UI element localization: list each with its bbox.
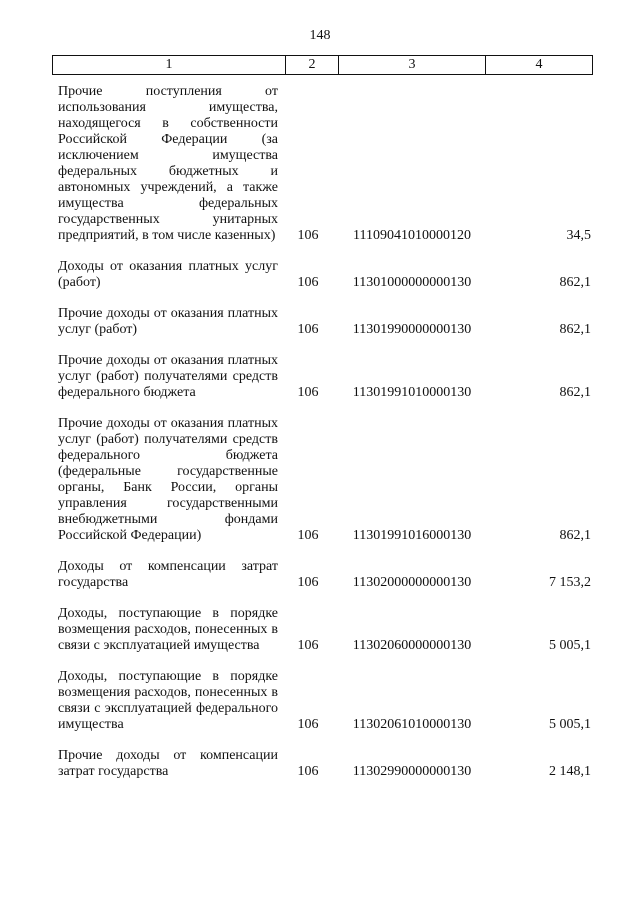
row-name: Прочие доходы от оказания платных услуг (работ) получателями средств федерального бюджета [58, 353, 278, 400]
row-amount: 862,1 [559, 528, 591, 543]
row-amount: 862,1 [559, 385, 591, 400]
row-kbk: 11301991010000130 [352, 385, 472, 400]
row-code: 106 [297, 385, 319, 400]
table-row [58, 416, 593, 544]
row-kbk: 11301000000000130 [352, 275, 472, 290]
row-code: 106 [297, 764, 319, 779]
row-name: Доходы от оказания платных услуг (работ) [58, 259, 278, 290]
row-amount: 862,1 [559, 322, 591, 337]
row-name: Доходы, поступающие в порядке возмещения расходов, понесенных в связи с эксплуатацией имущества [58, 606, 278, 653]
row-code: 106 [297, 717, 319, 732]
row-kbk: 11302061010000130 [352, 717, 472, 732]
page-number: 148 [309, 28, 331, 43]
row-code: 106 [297, 638, 319, 653]
row-name: Доходы, поступающие в порядке возмещения расходов, понесенных в связи с эксплуатацией федерального имущества [58, 669, 278, 732]
row-code: 106 [297, 275, 319, 290]
header-cell-3: 3 [339, 56, 486, 74]
row-code: 106 [297, 322, 319, 337]
table-row [58, 559, 593, 591]
header-cell-2: 2 [286, 56, 339, 74]
row-amount: 34,5 [566, 228, 591, 243]
row-amount: 2 148,1 [549, 764, 591, 779]
row-kbk: 11302060000000130 [352, 638, 472, 653]
row-name: Прочие поступления от использования имущества, находящегося в собственности Российской Федерации (за исключением имущества федеральных бюджетных и автономных учреждений, а также имущества федеральных государственных унитарных предприятий, в том числе казенных) [58, 84, 278, 243]
table-row [58, 748, 593, 780]
table-row [58, 306, 593, 338]
row-amount: 862,1 [559, 275, 591, 290]
row-code: 106 [297, 228, 319, 243]
table-body [58, 84, 593, 795]
table-header [52, 55, 593, 75]
table-row [58, 606, 593, 654]
row-amount: 5 005,1 [549, 717, 591, 732]
row-amount: 5 005,1 [549, 638, 591, 653]
row-name: Прочие доходы от оказания платных услуг (работ) получателями средств федерального бюджета (федеральные государственные органы, Банк России, органы управления государственными внебюджетными фондами Российской Федерации) [58, 416, 278, 543]
row-name: Доходы от компенсации затрат государства [58, 559, 278, 590]
row-amount: 7 153,2 [549, 575, 591, 590]
row-kbk: 11301991016000130 [352, 528, 472, 543]
row-code: 106 [297, 575, 319, 590]
row-kbk: 11109041010000120 [353, 228, 471, 243]
table-row [58, 353, 593, 401]
header-cell-4: 4 [535, 57, 543, 72]
row-name: Прочие доходы от оказания платных услуг (работ) [58, 306, 278, 337]
row-kbk: 11302000000000130 [352, 575, 472, 590]
row-kbk: 11301990000000130 [352, 322, 472, 337]
table-row [58, 84, 593, 244]
row-name: Прочие доходы от компенсации затрат государства [58, 748, 278, 779]
table-row [58, 259, 593, 291]
header-cell-1: 1 [53, 56, 286, 74]
row-code: 106 [297, 528, 319, 543]
table-row [58, 669, 593, 733]
row-kbk: 11302990000000130 [352, 764, 472, 779]
